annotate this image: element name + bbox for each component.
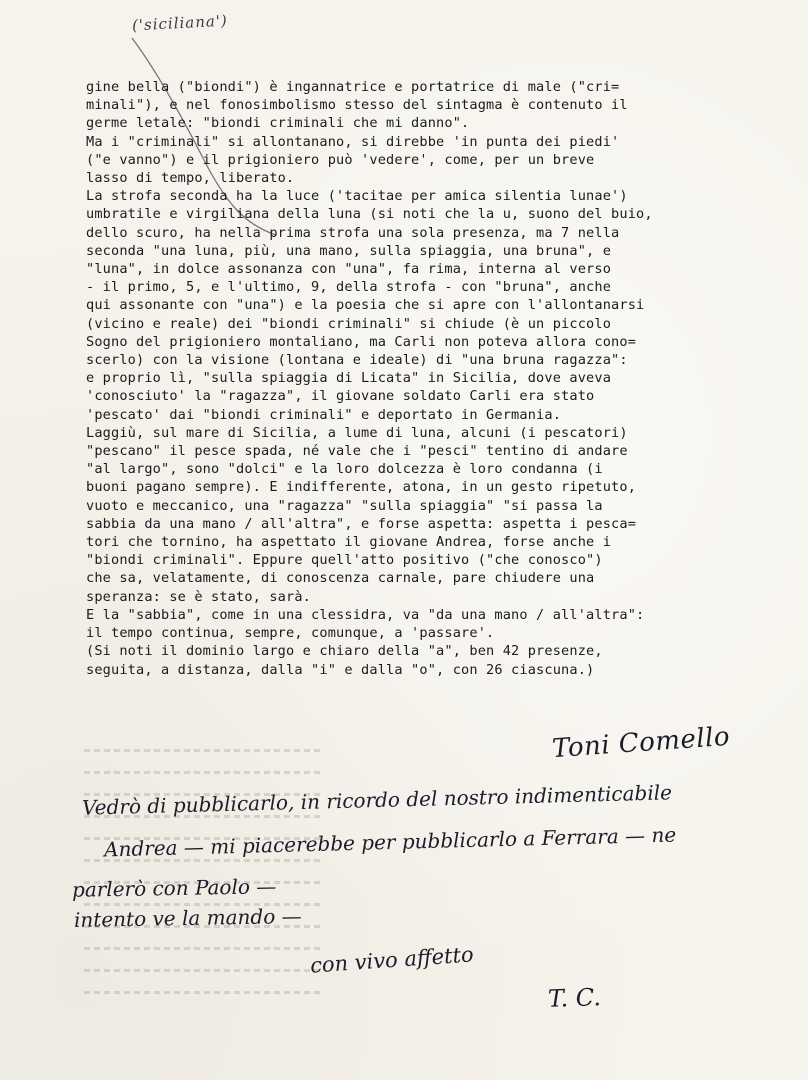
body-line: seconda "una luna, più, una mano, sulla spiaggia, una bruna", e [86, 242, 612, 259]
body-line: "al largo", sono "dolci" e la loro dolcezza è loro condanna (i [86, 461, 603, 478]
body-line: tori che tornino, ha aspettato il giovane Andrea, forse anche i [86, 534, 612, 551]
body-line: "biondi criminali". Eppure quell'atto positivo ("che conosco") [86, 552, 603, 569]
body-line: gine bella ("biondi") è ingannatrice e portatrice di male ("cri= [86, 79, 620, 95]
postscript-line: Andrea — mi piacerebbe per pubblicarlo a Ferrara — ne [103, 822, 677, 862]
body-line: dello scuro, ha nella prima strofa una sola presenza, ma 7 nella [86, 224, 620, 241]
handwritten-header-note: ('siciliana') [131, 11, 229, 35]
body-line: che sa, velatamente, di conoscenza carnale, pare chiudere una [86, 570, 595, 587]
body-line: qui assonante con "una") e la poesia che si apre con l'allontanarsi [86, 297, 645, 314]
body-line: (vicino e reale) dei "biondi criminali" si chiude (è un piccolo [86, 315, 612, 332]
postscript-line: Vedrò di pubblicarlo, in ricordo del nostro indimenticabile [81, 780, 673, 820]
handwritten-signature: Toni Comello [551, 721, 732, 765]
body-line: (Si noti il dominio largo e chiaro della "a", ben 42 presenze, [86, 643, 603, 660]
body-line: sabbia da una mano / all'altra", e forse aspetta: aspetta i pesca= [86, 515, 637, 532]
body-line: La strofa seconda ha la luce ('tacitae per amica silentia lunae') [86, 188, 628, 205]
body-line: Sogno del prigioniero montaliano, ma Carli non poteva allora cono= [86, 333, 637, 350]
body-line: scerlo) con la visione (lontana e ideale) di "una bruna ragazza": [86, 352, 628, 369]
body-line: lasso di tempo, liberato. [86, 170, 295, 187]
body-line: vuoto e meccanico, una "ragazza" "sulla spiaggia" "si passa la [86, 497, 603, 514]
body-line: 'conosciuto' la "ragazza", il giovane soldato Carli era stato [86, 388, 595, 405]
postscript-initials: T. C. [547, 983, 602, 1013]
body-line: e proprio lì, "sulla spiaggia di Licata" in Sicilia, dove aveva [86, 370, 612, 387]
body-line: ("e vanno") e il prigioniero può 'vedere', come, per un breve [86, 151, 595, 168]
body-line: speranza: se è stato, sarà. [86, 588, 312, 605]
body-line: umbratile e virgiliana della luna (si noti che la u, suono del buio, [86, 206, 653, 223]
body-line: minali"), e nel fonosimbolismo stesso del sintagma è contenuto il [86, 97, 628, 114]
body-line: 'pescato' dai "biondi criminali" e deportato in Germania. [86, 406, 562, 423]
postscript-closing: con vivo affetto [309, 942, 475, 978]
body-line: - il primo, 5, e l'ultimo, 9, della strofa - con "bruna", anche [86, 279, 612, 296]
body-line: Laggiù, sul mare di Sicilia, a lume di luna, alcuni (i pescatori) [86, 424, 628, 441]
body-line: buoni pagano sempre). E indifferente, atona, in un gesto ripetuto, [86, 479, 637, 496]
body-line: seguita, a distanza, dalla "i" e dalla "o", con 26 ciascuna.) [86, 661, 595, 678]
body-line: E la "sabbia", come in una clessidra, va "da una mano / all'altra": [86, 606, 645, 623]
body-line: il tempo continua, sempre, comunque, a 'passare'. [86, 625, 495, 642]
body-line: "pescano" il pesce spada, né vale che i "pesci" tentino di andare [86, 443, 628, 460]
postscript-line: parlerò con Paolo — [71, 874, 277, 902]
body-line: Ma i "criminali" si allontanano, si direbbe 'in punta dei piedi' [86, 133, 620, 150]
postscript-line: intento ve la mando — [73, 904, 302, 932]
body-line: germe letale: "biondi criminali che mi danno". [86, 115, 470, 132]
body-line: "luna", in dolce assonanza con "una", fa rima, interna al verso [86, 261, 612, 278]
typed-body-text [86, 78, 786, 679]
